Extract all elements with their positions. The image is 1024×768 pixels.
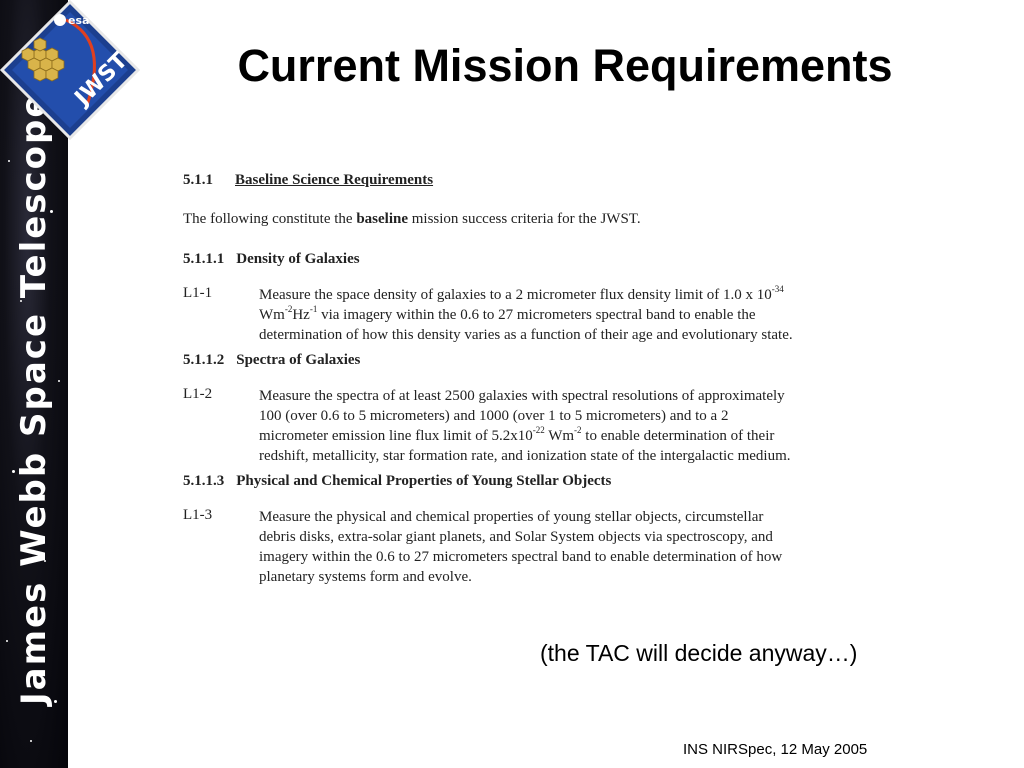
vertical-title: James Webb Space Telescope bbox=[14, 92, 54, 705]
req-label-2: L1-2 bbox=[183, 386, 213, 402]
req-label-1: L1-1 bbox=[183, 285, 213, 301]
section-number: 5.1.1 bbox=[183, 172, 213, 188]
slide-title: Current Mission Requirements bbox=[237, 40, 893, 91]
req-label-3: L1-3 bbox=[183, 507, 213, 523]
esa-text: esa bbox=[68, 14, 90, 27]
section-heading bbox=[183, 172, 433, 189]
subsection-heading-3: 5.1.1.3 Physical and Chemical Properties of Young Stellar Objects bbox=[183, 473, 612, 489]
jwst-logo bbox=[0, 0, 140, 140]
req-text-2: Measure the spectra of at least 2500 galaxies with spectral resolutions of approximately 100 (over 0.6 to 5 micrometers) and 1000 (over 1 to 5 micrometers) and to a 2 micrometer emission line flux limit of $5.2x10^{-22}$ $Wm^{-2}$ to enable determination of their redshift, metallicity, star formation rate, and ionization state of the intergalactic medium. bbox=[259, 388, 791, 464]
footer-text: INS NIRSpec, 12 May 2005 bbox=[683, 741, 868, 758]
jwst-text: JWST bbox=[70, 48, 133, 111]
req-text-1: Measure the space density of galaxies to a 2 micrometer flux density limit of 1.0 x $10^{-34}$ $Wm^{-2}Hz^{-1}$ via imagery within the 0.6 to 27 micrometers spectral band to enable the determination of how this density varies as a function of their age and evolutionary state. bbox=[259, 284, 793, 343]
section-title: Baseline Science Requirements bbox=[235, 172, 434, 188]
esa-icon bbox=[54, 14, 66, 26]
subsection-heading-1: 5.1.1.1 Density of Galaxies bbox=[183, 251, 360, 267]
subsection-heading-2: 5.1.1.2 Spectra of Galaxies bbox=[183, 352, 361, 368]
intro-paragraph: The following constitute the baseline mission success criteria for the JWST. bbox=[183, 211, 641, 227]
req-text-3: Measure the physical and chemical properties of young stellar objects, circumstellar debris disks, extra-solar giant planets, and Solar System objects via spectroscopy, and imagery within the 0.6 to 27 micrometers spectral band to enable determination of how planetary systems form and evolve. bbox=[259, 509, 783, 585]
tac-note: (the TAC will decide anyway…) bbox=[540, 640, 858, 666]
